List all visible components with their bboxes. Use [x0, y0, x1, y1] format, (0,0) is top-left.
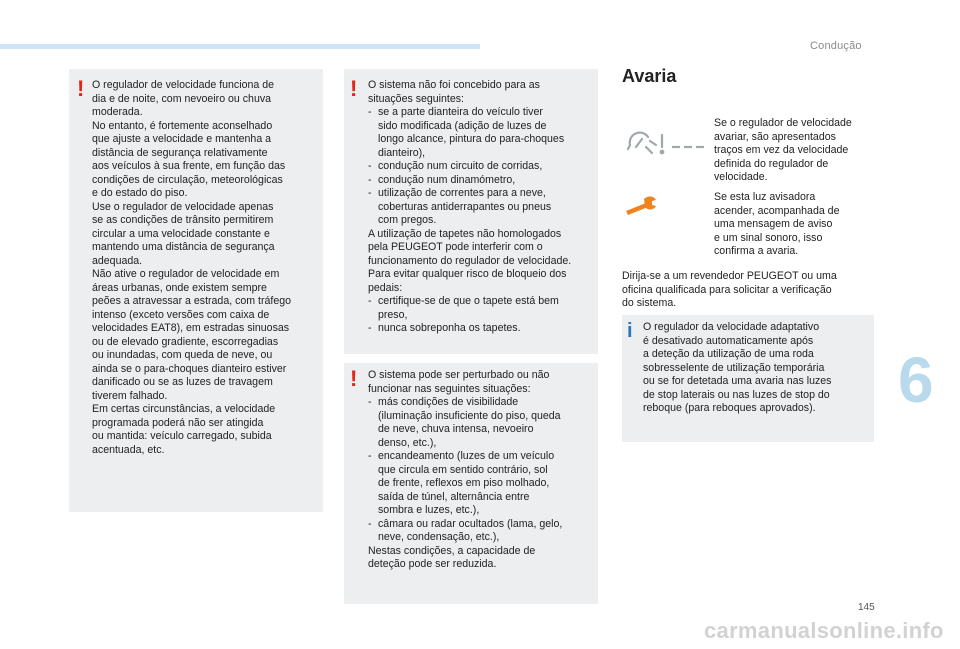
text-line: acender, acompanhada de: [714, 204, 840, 217]
text-line: Use o regulador de velocidade apenas: [92, 200, 274, 213]
warning-text: [368, 369, 596, 572]
text-line: acentuada, etc.: [92, 443, 165, 456]
text-line: sido modificada (adição de luzes de: [378, 119, 547, 132]
text-line: situações seguintes:: [368, 92, 464, 105]
text-line: condução num dinamómetro,: [378, 173, 516, 186]
text-line: de stop laterais ou nas luzes de stop do: [643, 388, 830, 401]
text-line: Dirija-se a um revendedor PEUGEOT ou uma: [622, 270, 837, 282]
list-item-text: [378, 450, 596, 518]
text-line: pedais:: [368, 281, 403, 294]
text-line: coberturas antiderrapantes ou pneus: [378, 200, 552, 213]
text-line: velocidade.: [714, 171, 768, 183]
text-line: sombra e luzes, etc.),: [378, 504, 480, 516]
list-item: [368, 396, 596, 450]
list-item-text: [378, 322, 596, 336]
text-line: Se esta luz avisadora: [714, 191, 816, 203]
text-line: velocidades EAT8), em estradas sinuosas: [92, 322, 290, 334]
list-item-text: [378, 187, 596, 228]
page-number: 145: [858, 602, 875, 613]
list-bullet: -: [368, 106, 372, 118]
list-item-text: [378, 160, 596, 174]
section-title-header: Condução: [810, 40, 862, 52]
list-bullet: -: [368, 295, 372, 307]
text-line: uma mensagem de aviso: [714, 218, 833, 230]
list-item-text: [378, 518, 596, 545]
text-line: câmara ou radar ocultados (lama, gelo,: [378, 517, 563, 530]
text-line: dianteiro),: [378, 146, 426, 159]
text-line: distância de segurança relativamente: [92, 146, 268, 159]
warning-icon: !: [350, 76, 358, 101]
text-line: avariar, são apresentados: [714, 130, 836, 143]
section-heading: Avaria: [622, 66, 677, 86]
text-line: O regulador de velocidade funciona de: [92, 79, 274, 91]
text-line: se as condições de trânsito permitirem: [92, 214, 274, 226]
text-line: encandeamento (luzes de um veículo: [378, 450, 555, 462]
text-line: ou de elevado gradiente, escorregadias: [92, 335, 279, 348]
text-line: condições de circulação, meteorológicas: [92, 173, 283, 186]
text-line: dia e de noite, com nevoeiro ou chuva: [92, 92, 272, 105]
text-line: (iluminação insuficiente do piso, queda: [378, 409, 561, 422]
list-bullet: -: [368, 517, 372, 530]
list-bullet: -: [368, 160, 372, 172]
text-line: A utilização de tapetes não homologados: [368, 227, 562, 240]
warning-light-text: [714, 191, 874, 259]
list-item-text: [378, 106, 596, 160]
text-line: é desativado automaticamente após: [643, 334, 814, 347]
text-line: Não ative o regulador de velocidade em: [92, 268, 280, 280]
text-line: pela PEUGEOT pode interferir com o: [368, 241, 543, 253]
text-line: nunca sobreponha os tapetes.: [378, 322, 521, 334]
text-line: Para evitar qualquer risco de bloqueio dos: [368, 268, 567, 280]
text-line: mantendo uma distância de segurança: [92, 241, 275, 253]
text-line: circular a uma velocidade constante e: [92, 227, 270, 240]
text-line: ou inundadas, com queda de neve, ou: [92, 349, 273, 361]
text-line: áreas urbanas, onde existem sempre: [92, 281, 267, 294]
warning-icon: !: [350, 366, 358, 391]
text-line: utilização de correntes para a neve,: [378, 187, 546, 199]
text-line: O sistema pode ser perturbado ou não: [368, 369, 550, 381]
list-bullet: -: [368, 450, 372, 462]
list-item-text: [378, 396, 596, 450]
warning-box-disturbed: [344, 363, 598, 604]
header-accent-bar: [0, 44, 480, 49]
text-line: más condições de visibilidade: [378, 396, 519, 408]
text-line: a deteção da utilização de uma roda: [643, 348, 814, 360]
text-line: saída de túnel, alternância entre: [378, 490, 530, 503]
text-line: neve, condensação, etc.),: [378, 531, 500, 543]
text-line: longo alcance, pintura do para-choques: [378, 133, 565, 145]
info-box-adaptive: [622, 315, 874, 442]
text-line: O regulador da velocidade adaptativo: [643, 321, 820, 333]
text-line: sobresselente de utilização temporária: [643, 361, 825, 374]
text-line: funcionamento do regulador de velocidade.: [368, 254, 572, 267]
text-line: Em certas circunstâncias, a velocidade: [92, 403, 276, 415]
list-item: [368, 518, 596, 545]
text-line: No entanto, é fortemente aconselhado: [92, 119, 273, 132]
text-line: condução num circuito de corridas,: [378, 160, 543, 172]
text-line: intenso (exceto versões com caixa de: [92, 308, 270, 321]
watermark: carmanualsonline.info: [704, 618, 944, 643]
text-line: funcionar nas seguintes situações:: [368, 382, 531, 395]
text-line: danificado ou se as luzes de travagem: [92, 376, 273, 388]
text-line: programada poderá não ser atingida: [92, 416, 264, 429]
list-item: [368, 322, 596, 336]
wrench-warning-icon: [622, 191, 712, 221]
warning-icon: !: [77, 76, 85, 101]
text-line: que ajuste a velocidade e mantenha a: [92, 133, 272, 145]
warning-box-usage: [69, 69, 323, 512]
text-line: e um sinal sonoro, isso: [714, 231, 823, 244]
list-item: [368, 160, 596, 174]
list-bullet: -: [368, 173, 372, 186]
text-line: O sistema não foi concebido para as: [368, 79, 540, 91]
text-line: e do estado do piso.: [92, 187, 188, 199]
text-line: ou se for detetada uma avaria nas luzes: [643, 375, 832, 387]
warning-text: [368, 79, 596, 336]
list-item-text: [378, 295, 596, 322]
text-line: definida do regulador de: [714, 157, 829, 170]
text-line: deteção pode ser reduzida.: [368, 558, 497, 570]
text-line: do sistema.: [622, 297, 677, 309]
warning-text: [92, 79, 320, 457]
text-line: preso,: [378, 308, 408, 321]
cruise-control-fault-dashes-icon: [622, 123, 712, 163]
chapter-number: 6: [898, 344, 934, 416]
text-line: aos veículos à sua frente, em função das: [92, 160, 286, 172]
text-line: traços em vez da velocidade: [714, 144, 849, 156]
text-line: oficina qualificada para solicitar a verificação: [622, 283, 832, 296]
list-bullet: -: [368, 396, 372, 408]
list-item: [368, 187, 596, 228]
list-bullet: -: [368, 187, 372, 199]
list-item-text: [378, 174, 596, 188]
text-line: Nestas condições, a capacidade de: [368, 544, 536, 557]
text-line: com pregos.: [378, 214, 437, 226]
text-line: que circula em sentido contrário, sol: [378, 463, 548, 476]
info-text: [643, 321, 871, 416]
text-line: certifique-se de que o tapete está bem: [378, 295, 559, 307]
text-line: confirma a avaria.: [714, 245, 799, 257]
text-line: se a parte dianteira do veículo tiver: [378, 106, 543, 118]
list-item: [368, 450, 596, 518]
text-line: denso, etc.),: [378, 436, 437, 449]
warning-box-not-designed: [344, 69, 598, 354]
fault-dashes-text: [714, 117, 874, 185]
text-line: moderada.: [92, 106, 143, 118]
dealer-instruction-text: [622, 270, 872, 311]
text-line: de frente, reflexos em piso molhado,: [378, 477, 550, 489]
text-line: Se o regulador de velocidade: [714, 117, 852, 129]
text-line: tiverem falhado.: [92, 389, 168, 402]
text-line: ainda se o para-choques dianteiro estiver: [92, 362, 287, 375]
list-item: [368, 295, 596, 322]
text-line: de neve, chuva intensa, nevoeiro: [378, 423, 534, 435]
text-line: peões a atravessar a estrada, com tráfego: [92, 295, 292, 307]
text-line: reboque (para reboques aprovados).: [643, 402, 816, 414]
list-item: [368, 106, 596, 160]
text-line: ou mantida: veículo carregado, subida: [92, 430, 272, 442]
text-line: adequada.: [92, 254, 143, 267]
list-item: [368, 174, 596, 188]
info-icon: i: [627, 320, 633, 342]
list-bullet: -: [368, 322, 372, 334]
